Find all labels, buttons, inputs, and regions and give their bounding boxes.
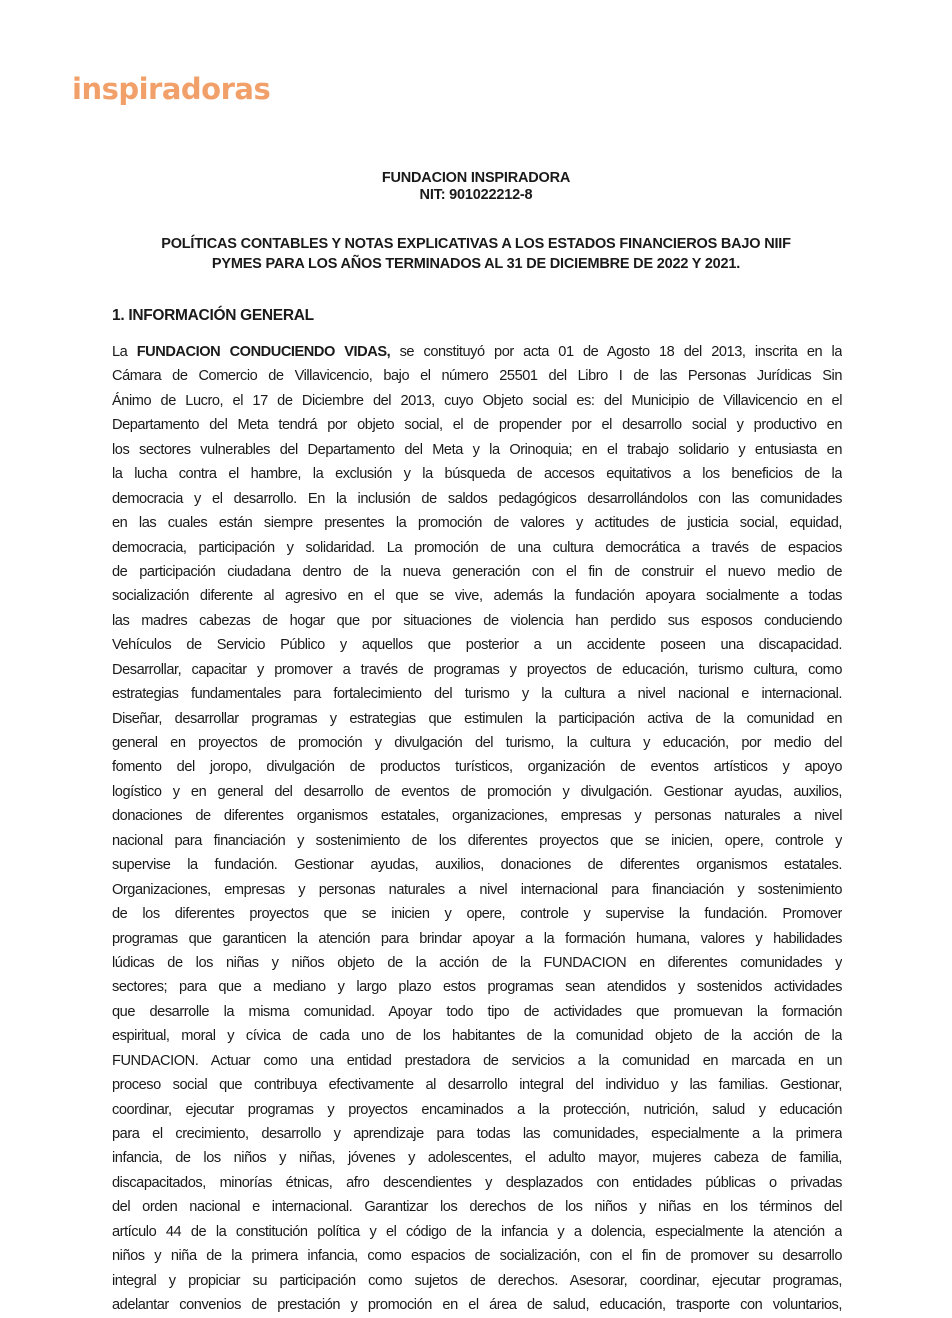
paragraph-line: las madres cabezas de hogar que por situaciones de violencia han perdido sus esposos conduciendo (112, 612, 842, 629)
paragraph-line: Desarrollar, capacitar y promover a través de programas y proyectos de educación, turismo cultura, como (112, 661, 842, 678)
paragraph-line: Cámara de Comercio de Villavicencio, bajo el número 25501 del Libro I de las Personas Jurídicas Sin (112, 368, 842, 385)
line-rest: se constituyó por acta 01 de Agosto 18 del 2013, inscrita en la (390, 344, 842, 360)
paragraph-line: socialización diferente al agresivo en el que se vive, además la fundación apoyara socialmente a todas (112, 588, 842, 605)
logo-wordmark (72, 66, 284, 110)
paragraph-line: niños y niña de la primera infancia, como espacios de socialización, con el fin de promover su desarrollo (112, 1248, 842, 1265)
paragraph-line: la lucha contra el hambre, la exclusión y la búsqueda de accesos equitativos a los beneficios de la (112, 466, 842, 483)
organization-nit: NIT: 901022212-8 (419, 187, 533, 203)
paragraph-line: Organizaciones, empresas y personas naturales a nivel internacional para financiación y sostenimiento (112, 881, 842, 898)
paragraph-line: del orden nacional e internacional. Garantizar los derechos de los niños y niñas en los términos del (112, 1199, 842, 1216)
paragraph-line: democracia, participación y solidaridad. La promoción de una cultura democrática a través de espacios (112, 539, 842, 556)
paragraph-line: Ánimo de Lucro, el 17 de Diciembre del 2013, cuyo Objeto social es: del Municipio de Villavicencio en el (112, 392, 842, 409)
paragraph-line: supervise la fundación. Gestionar ayudas, auxilios, donaciones de diferentes organismos estatales. (112, 857, 842, 874)
paragraph-line: donaciones de diferentes organismos estatales, organizaciones, empresas y personas naturales a nivel (112, 808, 842, 825)
document-title-line-1: POLÍTICAS CONTABLES Y NOTAS EXPLICATIVAS A LOS ESTADOS FINANCIEROS BAJO NIIF (161, 236, 791, 252)
paragraph-line: en las cuales están siempre presentes la promoción de valores y actitudes de justicia social, equidad, (112, 515, 842, 532)
line-prefix: La (112, 344, 137, 360)
paragraph-line: discapacitados, minorías étnicas, afro descendientes y desplazados con entidades públicas o privadas (112, 1174, 842, 1191)
paragraph-line: proceso social que contribuya efectivamente al desarrollo integral del individuo y las familias. Gestionar, (112, 1077, 842, 1094)
paragraph-line (112, 340, 842, 364)
paragraph-line: espiritual, moral y cívica de cada uno de los habitantes de la comunidad objeto de la acción de la (112, 1028, 842, 1045)
paragraph-line: logístico y en general del desarrollo de eventos de promoción y divulgación. Gestionar ayudas, auxilios, (112, 783, 842, 800)
inspiradoras-logo (72, 66, 284, 110)
section-body (112, 340, 842, 1318)
paragraph-line: democracia y el desarrollo. En la inclusión de saldos pedagógicos desarrollándolos con las comunidades (112, 490, 842, 507)
paragraph-line: adelantar convenios de prestación y promoción en el área de salud, educación, trasporte con voluntarios, (112, 1297, 842, 1314)
paragraph-line: infancia, de los niños y niñas, jóvenes y adolescentes, el adulto mayor, mujeres cabeza de familia, (112, 1150, 842, 1167)
paragraph-line: estrategias fundamentales para fortalecimiento del turismo y la cultura a nivel nacional e internacional. (112, 686, 842, 703)
paragraph-line: FUNDACION. Actuar como una entidad prestadora de servicios a la comunidad en marcada en un (112, 1052, 842, 1069)
paragraph-line: para el crecimiento, desarrollo y aprendizaje para todas las comunidades, especialmente a la primera (112, 1126, 842, 1142)
paragraph-line: de los diferentes proyectos que se inicien y opere, controle y supervise la fundación. Promover (112, 906, 842, 923)
paragraph-line: Diseñar, desarrollar programas y estrategias que estimulen la participación activa de la comunidad en (112, 710, 842, 727)
paragraph-line: los sectores vulnerables del Departamento del Meta y la Orinoquia; en el trabajo solidario y entusiasta en (112, 441, 842, 458)
organization-name: FUNDACION INSPIRADORA (381, 170, 571, 186)
paragraph-line: nacional para financiación y sostenimiento de los diferentes proyectos que se inicien, opere, controle y (112, 832, 842, 849)
paragraph-line: artículo 44 de la constitución política y el código de la infancia y a dolencia, especialmente la atención a (112, 1223, 842, 1240)
paragraph-line: Departamento del Meta tendrá por objeto social, el de propender por el desarrollo social y productivo en (112, 417, 842, 434)
document-title-line-2: PYMES PARA LOS AÑOS TERMINADOS AL 31 DE DICIEMBRE DE 2022 Y 2021. (211, 256, 741, 272)
paragraph-line: general en proyectos de promoción y divulgación del turismo, la cultura y educación, por medio del (112, 735, 842, 751)
paragraph-line: lúdicas de los niñas y niños objeto de la acción de la FUNDACION en diferentes comunidades y (112, 954, 842, 971)
paragraph-line: integral y propiciar su participación como sujetos de derechos. Asesorar, coordinar, ejecutar programas, (112, 1272, 842, 1289)
foundation-name: FUNDACION CONDUCIENDO VIDAS, (136, 344, 391, 360)
paragraph-line: coordinar, ejecutar programas y proyectos encaminados a la protección, nutrición, salud y educación (112, 1101, 842, 1118)
paragraph-line: de participación ciudadana dentro de la nueva generación con el fin de construir el nuevo medio de (112, 563, 842, 580)
paragraph-line: programas que garanticen la atención para brindar apoyar a la formación humana, valores y habilidades (112, 930, 842, 947)
logo-text: inspiradoras (72, 72, 271, 106)
paragraph-line: sectores; para que a mediano y largo plazo estos programas sean atendidos y sostenidos actividades (112, 979, 842, 996)
paragraph-line: que desarrolle la misma comunidad. Apoyar todo tipo de actividades que promuevan la formación (112, 1003, 842, 1020)
paragraph-line: fomento del joropo, divulgación de productos turísticos, organización de eventos artísticos y apoyo (112, 759, 842, 776)
section-heading: 1. INFORMACIÓN GENERAL (112, 307, 314, 324)
paragraph-line: Vehículos de Servicio Público y aquellos que posterior a un accidente poseen una discapacidad. (112, 637, 842, 654)
